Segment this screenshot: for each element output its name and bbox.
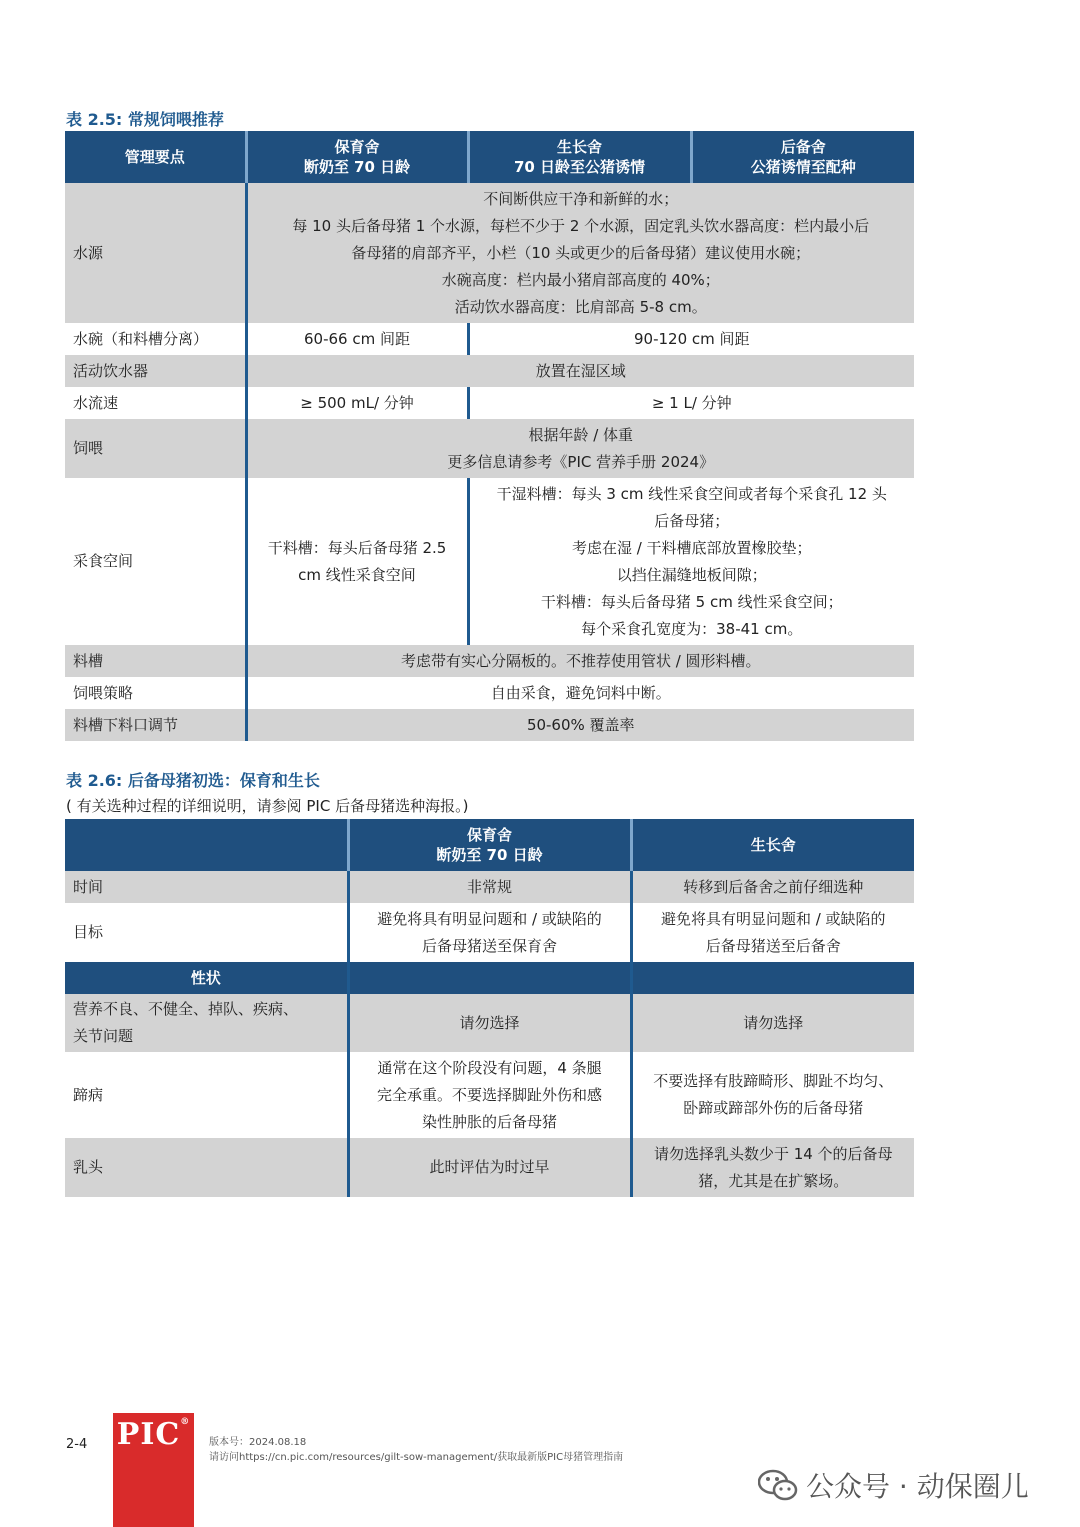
table-cell: 请勿选择 — [348, 994, 631, 1052]
table-row — [65, 419, 914, 478]
table-row — [65, 903, 914, 962]
table-cell: 自由采食，避免饲料中断。 — [246, 677, 914, 709]
table-cell: 90-120 cm 间距 — [468, 323, 914, 355]
header-cell: 保育舍 断奶至 70 日龄 — [348, 819, 631, 871]
row-label: 水源 — [65, 183, 246, 323]
table-row — [65, 645, 914, 677]
table-cell: 干湿料槽：每头 3 cm 线性采食空间或者每个采食孔 12 头 后备母猪； 考虑在湿 / 干料槽底部放置橡胶垫； 以挡住漏缝地板间隙； 干料槽：每头后备母猪 5 cm 线性采食空间； 每个采食孔宽度为：38-41 cm。 — [468, 478, 914, 645]
table-cell: 60-66 cm 间距 — [246, 323, 468, 355]
table-header-row — [65, 819, 914, 871]
section-cell — [348, 962, 631, 994]
row-label: 饲喂策略 — [65, 677, 246, 709]
row-label: 采食空间 — [65, 478, 246, 645]
table-cell: ≥ 500 mL/ 分钟 — [246, 387, 468, 419]
row-label: 蹄病 — [65, 1052, 348, 1138]
row-label: 饲喂 — [65, 419, 246, 478]
table-cell: 转移到后备舍之前仔细选种 — [631, 871, 914, 903]
header-cell — [65, 819, 348, 871]
table-row — [65, 323, 914, 355]
version-info — [209, 1435, 623, 1465]
section-label: 性状 — [65, 962, 348, 994]
row-label: 时间 — [65, 871, 348, 903]
watermark-text: 公众号 · 动保圈儿 — [806, 1470, 1029, 1503]
row-label: 活动饮水器 — [65, 355, 246, 387]
table-cell: 放置在湿区域 — [246, 355, 914, 387]
table-row — [65, 1052, 914, 1138]
table-row — [65, 709, 914, 741]
table-cell: 非常规 — [348, 871, 631, 903]
water-source-cell: 不间断供应干净和新鲜的水； 每 10 头后备母猪 1 个水源，每栏不少于 2 个水源，固定乳头饮水器高度：栏内最小后 备母猪的肩部齐平，小栏（10 头或更少的后备母猪）建议使用水碗； 水碗高度：栏内最小猪肩部高度的 40%； 活动饮水器高度：比肩部高 5-8 cm。 — [246, 183, 914, 323]
row-label: 水碗（和料槽分离） — [65, 323, 246, 355]
header-cell: 后备舍 公猪诱情至配种 — [691, 131, 914, 183]
table-row — [65, 677, 914, 709]
row-label: 营养不良、不健全、掉队、疾病、 关节问题 — [65, 994, 348, 1052]
table-row — [65, 1138, 914, 1197]
table-cell: 避免将具有明显问题和 / 或缺陷的 后备母猪送至后备舍 — [631, 903, 914, 962]
table-cell: ≥ 1 L/ 分钟 — [468, 387, 914, 419]
table-cell: 此时评估为时过早 — [348, 1138, 631, 1197]
header-cell: 保育舍 断奶至 70 日龄 — [246, 131, 468, 183]
table-2-5-caption: 表 2.5: 常规饲喂推荐 — [66, 110, 224, 129]
table-cell: 干料槽：每头后备母猪 2.5 cm 线性采食空间 — [246, 478, 468, 645]
row-label: 水流速 — [65, 387, 246, 419]
header-cell: 生长舍 70 日龄至公猪诱情 — [468, 131, 691, 183]
table-cell: 请勿选择 — [631, 994, 914, 1052]
table-header-row — [65, 131, 914, 183]
row-label: 目标 — [65, 903, 348, 962]
guide-url-note: 请访问https://cn.pic.com/resources/gilt-sow-management/获取最新版PIC母猪管理指南 — [209, 1452, 624, 1463]
page-number: 2-4 — [66, 1437, 88, 1452]
table-row — [65, 871, 914, 903]
table-cell: 50-60% 覆盖率 — [246, 709, 914, 741]
header-cell: 生长舍 — [631, 819, 914, 871]
wechat-watermark — [758, 1465, 1029, 1505]
table-cell: 通常在这个阶段没有问题，4 条腿 完全承重。不要选择脚趾外伤和感 染性肿胀的后备母猪 — [348, 1052, 631, 1138]
table-2-6 — [65, 819, 914, 1197]
table-cell: 考虑带有实心分隔板的。不推荐使用管状 / 圆形料槽。 — [246, 645, 914, 677]
section-cell — [631, 962, 914, 994]
table-cell: 根据年龄 / 体重 更多信息请参考《PIC 营养手册 2024》 — [246, 419, 914, 478]
table-2-6-caption: 表 2.6: 后备母猪初选：保育和生长 — [66, 771, 320, 790]
version-number: 版本号：2024.08.18 — [209, 1437, 307, 1448]
row-label: 乳头 — [65, 1138, 348, 1197]
table-row — [65, 387, 914, 419]
row-label: 料槽下料口调节 — [65, 709, 246, 741]
table-row — [65, 183, 914, 323]
row-label: 料槽 — [65, 645, 246, 677]
table-row — [65, 355, 914, 387]
table-2-6-note: ( 有关选种过程的详细说明，请参阅 PIC 后备母猪选种海报。) — [66, 797, 469, 815]
table-row — [65, 478, 914, 645]
table-cell: 不要选择有肢蹄畸形、脚趾不均匀、 卧蹄或蹄部外伤的后备母猪 — [631, 1052, 914, 1138]
wechat-icon — [758, 1468, 798, 1502]
table-row — [65, 994, 914, 1052]
table-2-5 — [65, 131, 914, 741]
table-cell: 避免将具有明显问题和 / 或缺陷的 后备母猪送至保育舍 — [348, 903, 631, 962]
section-header-row — [65, 962, 914, 994]
pic-logo: PIC® — [113, 1413, 194, 1527]
table-cell: 请勿选择乳头数少于 14 个的后备母 猪，尤其是在扩繁场。 — [631, 1138, 914, 1197]
header-cell: 管理要点 — [65, 131, 246, 183]
